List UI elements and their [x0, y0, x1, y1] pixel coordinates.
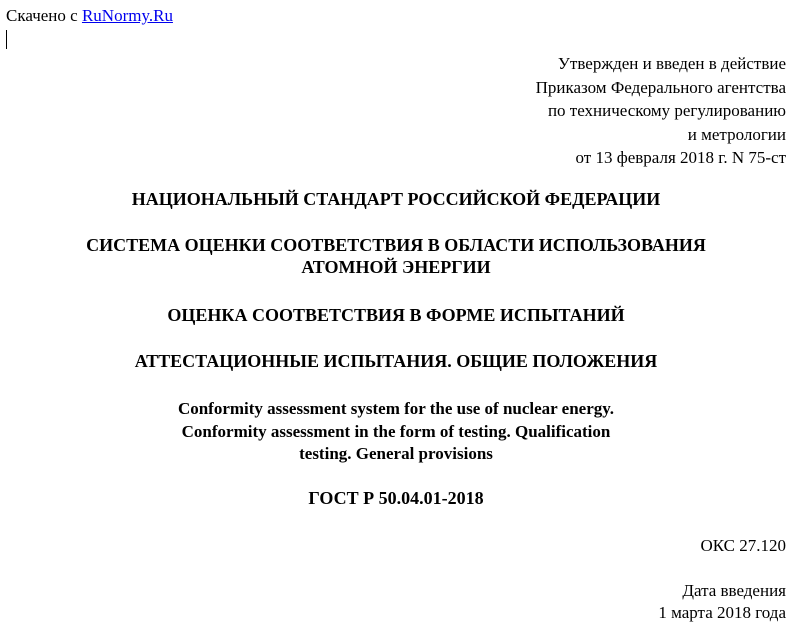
english-title-line: Conformity assessment in the form of testing. Qualification	[181, 421, 611, 441]
assessment-title: ОЦЕНКА СООТВЕТСТВИЯ В ФОРМЕ ИСПЫТАНИЙ	[167, 305, 625, 325]
approval-line: и метрологии	[687, 124, 786, 144]
download-source	[6, 6, 173, 26]
english-title	[0, 398, 792, 466]
english-title-line: testing. General provisions	[299, 444, 493, 463]
approval-line: Приказом Федерального агентства	[535, 77, 786, 97]
approval-block	[536, 52, 786, 170]
english-title-line: Conformity assessment system for the use of nuclear energy.	[177, 399, 615, 418]
introduction-date-label: Дата введения	[682, 581, 786, 600]
gost-number: ГОСТ Р 50.04.01-2018	[308, 488, 484, 508]
system-title	[0, 234, 792, 278]
introduction-date	[658, 580, 786, 624]
system-title-line: СИСТЕМА ОЦЕНКИ СООТВЕТСТВИЯ В ОБЛАСТИ ИСПОЛЬЗОВАНИЯ	[86, 235, 706, 255]
oks-code: ОКС 27.120	[700, 536, 786, 555]
introduction-date-value: 1 марта 2018 года	[658, 603, 786, 622]
national-standard-title: НАЦИОНАЛЬНЫЙ СТАНДАРТ РОССИЙСКОЙ ФЕДЕРАЦИИ	[131, 189, 661, 209]
system-title-line: АТОМНОЙ ЭНЕРГИИ	[301, 257, 491, 277]
approval-line: Утвержден и введен в действие	[557, 54, 786, 73]
qualification-title: АТТЕСТАЦИОННЫЕ ИСПЫТАНИЯ. ОБЩИЕ ПОЛОЖЕНИЯ	[134, 351, 658, 371]
approval-line: от 13 февраля 2018 г. N 75-ст	[575, 148, 786, 167]
text-cursor	[6, 30, 7, 49]
approval-line: по техническому регулированию	[547, 101, 786, 120]
runormy-link[interactable]: RuNormy.Ru	[81, 6, 173, 25]
download-source-prefix: Скачено с	[6, 6, 82, 25]
